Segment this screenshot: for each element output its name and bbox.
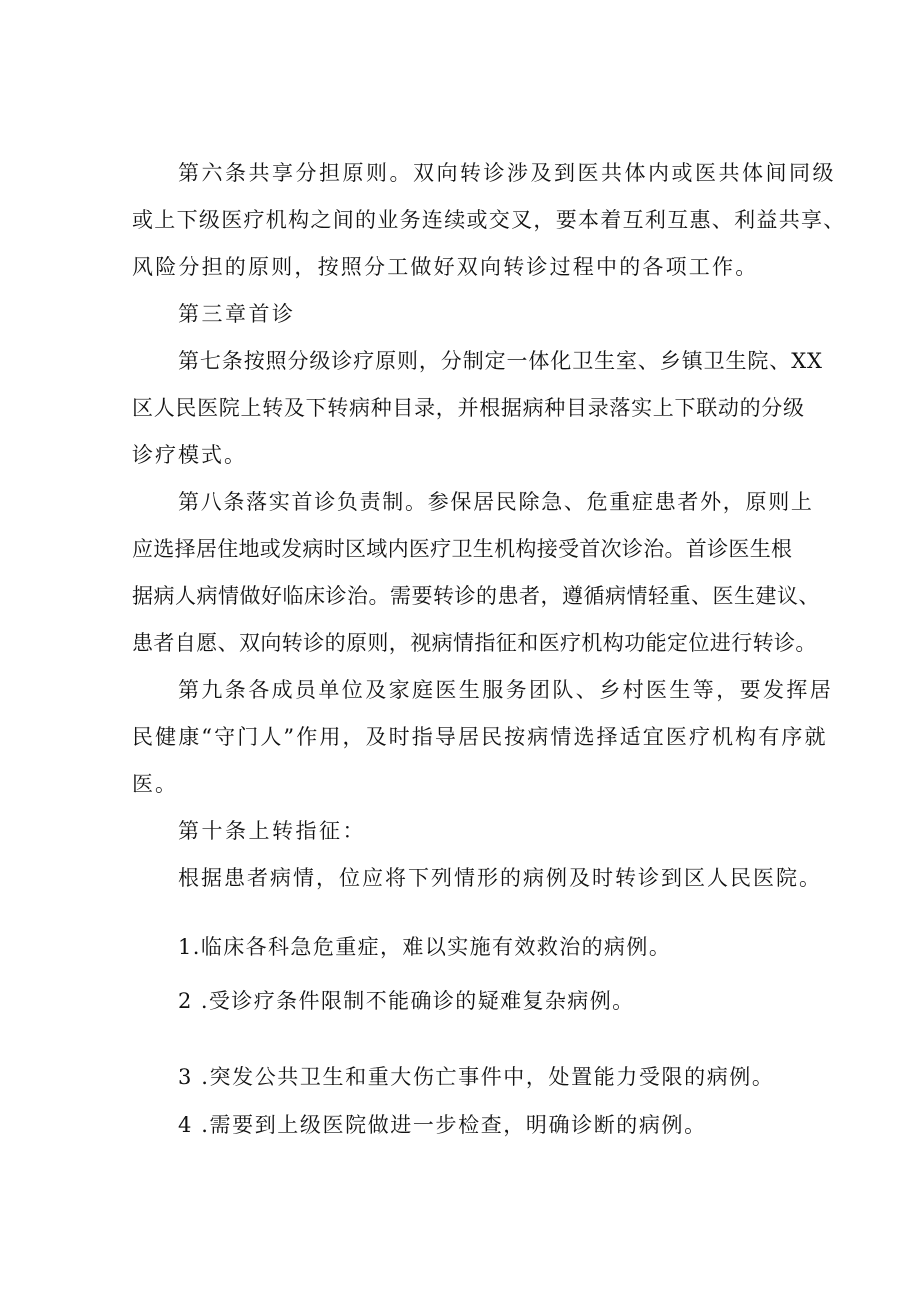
list-item-2: 2 .受诊疗条件限制不能确诊的疑难复杂病例。 bbox=[178, 989, 635, 1013]
article-6-line-2: 或上下级医疗机构之间的业务连续或交叉，要本着互利互惠、利益共享、 bbox=[132, 208, 846, 232]
article-7-line-1: 第七条按照分级诊疗原则，分制定一体化卫生室、乡镇卫生院、XX bbox=[178, 349, 823, 373]
article-8-line-1: 第八条落实首诊负责制。参保居民除急、危重症患者外，原则上 bbox=[178, 490, 814, 514]
article-6-line-1: 第六条共享分担原则。双向转诊涉及到医共体内或医共体间同级 bbox=[178, 161, 836, 185]
list-item-1: 1.临床各科急危重症，难以实施有效救治的病例。 bbox=[178, 935, 672, 959]
article-9-line-1: 第九条各成员单位及家庭医生服务团队、乡村医生等，要发挥居 bbox=[178, 678, 834, 702]
list-item-3: 3 .突发公共卫生和重大伤亡事件中，处置能力受限的病例。 bbox=[178, 1065, 775, 1089]
article-6-line-3: 风险分担的原则，按照分工做好双向转诊过程中的各项工作。 bbox=[132, 255, 759, 279]
article-8-line-4: 患者自愿、双向转诊的原则，视病情指征和医疗机构功能定位进行转诊。 bbox=[132, 631, 817, 655]
article-9-line-3: 医。 bbox=[132, 772, 178, 796]
article-10-heading: 第十条上转指征： bbox=[178, 819, 366, 843]
article-8-line-2: 应选择居住地或发病时区域内医疗卫生机构接受首次诊治。首诊医生根 bbox=[132, 537, 793, 561]
article-7-line-3: 诊疗模式。 bbox=[132, 443, 247, 467]
article-8-line-3: 据病人病情做好临床诊治。需要转诊的患者，遵循病情轻重、医生建议、 bbox=[132, 584, 820, 608]
list-item-4: 4 .需要到上级医院做进一步检查，明确诊断的病例。 bbox=[178, 1113, 707, 1137]
article-9-line-2: 民健康“守门人”作用，及时指导居民按病情选择适宜医疗机构有序就 bbox=[132, 725, 828, 749]
chapter-3-heading: 第三章首诊 bbox=[178, 302, 296, 326]
article-7-line-2: 区人民医院上转及下转病种目录，并根据病种目录落实上下联动的分级 bbox=[132, 396, 805, 420]
article-10-intro: 根据患者病情，位应将下列情形的病例及时转诊到区人民医院。 bbox=[178, 866, 822, 890]
